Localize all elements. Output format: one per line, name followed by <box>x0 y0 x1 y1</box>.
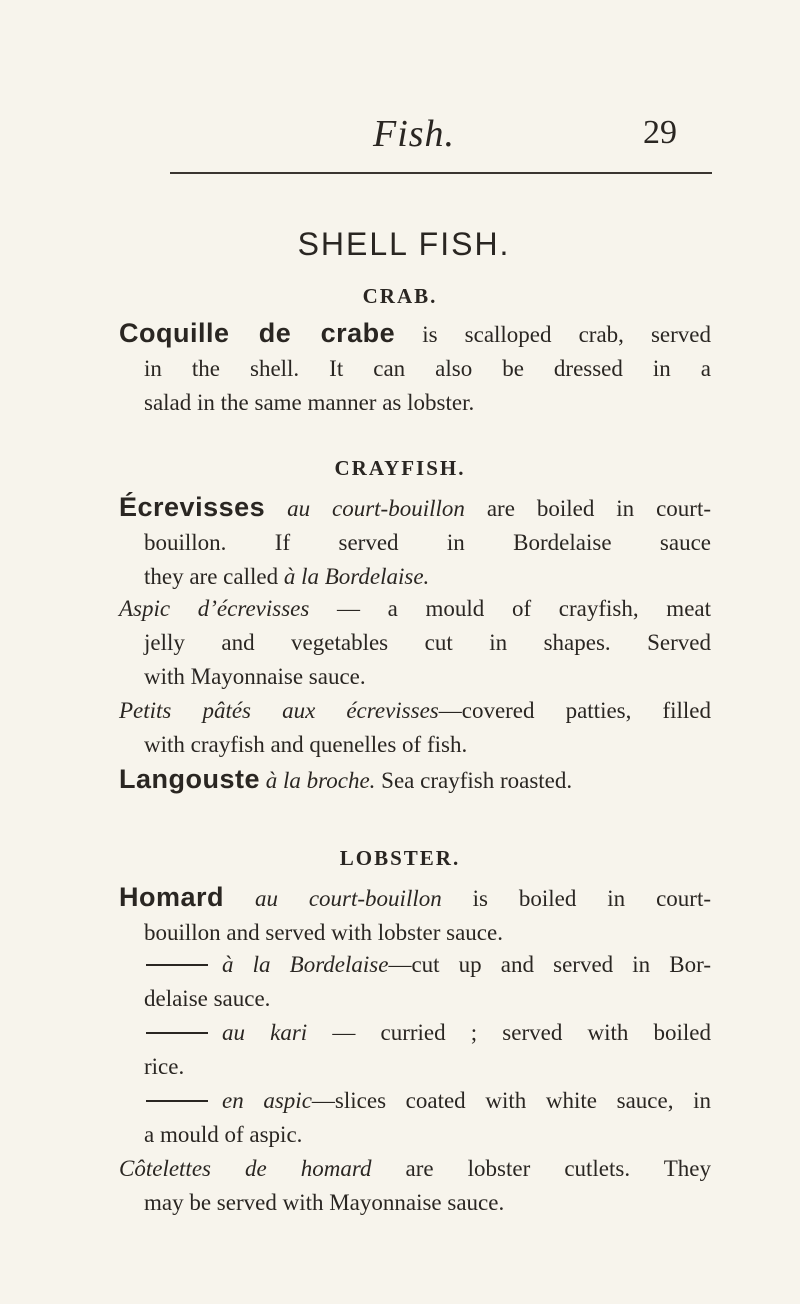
entry-lead: Homard <box>119 882 225 912</box>
entry-italic: en aspic <box>222 1088 312 1113</box>
entry-line <box>119 386 711 420</box>
entry-line <box>119 1084 711 1118</box>
entry-text: may be served with Mayonnaise sauce. <box>144 1190 505 1215</box>
entry-lead: Écrevisses <box>119 492 266 522</box>
entry-line <box>119 1016 711 1050</box>
entry-homard <box>119 880 711 950</box>
entry-italic: Petits pâtés aux écrevisses <box>119 698 439 723</box>
entry-langouste <box>119 762 711 798</box>
entry-text: a mould of aspic. <box>144 1122 303 1147</box>
entry-lead: Langouste <box>119 764 261 794</box>
entry-line <box>119 1186 711 1220</box>
running-title: Fish. <box>373 113 456 155</box>
entry-line <box>119 352 711 386</box>
entry-petits-pates <box>119 694 711 762</box>
entry-line <box>119 728 711 762</box>
entry-line <box>119 762 711 798</box>
entry-line <box>119 948 711 982</box>
entry-line <box>119 982 711 1016</box>
entry-text: delaise sauce. <box>144 986 271 1011</box>
entry-text: — curried ; served with boiled <box>307 1020 711 1045</box>
entry-text: are lobster cutlets. They <box>371 1156 711 1181</box>
entry-line <box>119 526 711 560</box>
entry-text: jelly and vegetables cut in shapes. Served <box>144 630 711 655</box>
entry-text: they are called <box>144 564 284 589</box>
entry-line <box>119 316 711 352</box>
entry-text: with crayfish and quenelles of fish. <box>144 732 468 757</box>
entry-italic: au court-bouillon <box>287 496 465 521</box>
entry-text: —cut up and served in Bor- <box>388 952 711 977</box>
entry-text: — a mould of crayfish, meat <box>309 596 712 621</box>
entry-cotelettes <box>119 1152 711 1220</box>
entry-aspic-decrevisses <box>119 592 711 694</box>
entry-line <box>119 1050 711 1084</box>
entry-text: with Mayonnaise sauce. <box>144 664 366 689</box>
entry-text: rice. <box>144 1054 185 1079</box>
entry-line <box>119 916 711 950</box>
ditto-dash <box>146 964 208 966</box>
entry-line <box>119 592 711 626</box>
entry-line <box>119 694 711 728</box>
entry-homard-bordelaise <box>119 948 711 1016</box>
entry-line <box>119 626 711 660</box>
entry-ecrevisses <box>119 490 711 594</box>
entry-homard-aspic <box>119 1084 711 1152</box>
running-head <box>0 112 800 158</box>
entry-line <box>119 560 711 594</box>
entry-italic: au kari <box>222 1020 308 1045</box>
entry-italic: Aspic d’écrevisses <box>119 596 310 621</box>
entry-text: bouillon. If served in Bordelaise sauce <box>144 530 711 555</box>
ditto-dash <box>146 1032 208 1034</box>
entry-italic: à la Bordelaise. <box>283 564 430 589</box>
entry-text: is boiled in court- <box>441 886 712 911</box>
entry-line <box>119 490 711 526</box>
entry-lead: Coquille de crabe <box>119 318 396 348</box>
entry-text: —covered patties, filled <box>438 698 711 723</box>
entry-italic: à la Bordelaise <box>222 952 389 977</box>
section-heading-crayfish: CRAYFISH. <box>334 456 466 480</box>
chapter-title: SHELL FISH. <box>297 226 511 262</box>
entry-text: bouillon and served with lobster sauce. <box>144 920 503 945</box>
ditto-dash <box>146 1100 208 1102</box>
entry-italic: Côtelettes de homard <box>119 1156 372 1181</box>
entry-line <box>119 1152 711 1186</box>
entry-homard-kari <box>119 1016 711 1084</box>
section-heading-lobster: LOBSTER. <box>339 846 461 870</box>
entry-text: Sea crayfish roasted. <box>375 768 573 793</box>
entry-text: in the shell. It can also be dressed in a <box>144 356 711 381</box>
entry-text: salad in the same manner as lobster. <box>144 390 475 415</box>
entry-text: is scalloped crab, served <box>395 322 711 347</box>
entry-italic: au court-bouillon <box>254 886 442 911</box>
header-rule <box>170 172 712 174</box>
entry-line <box>119 880 711 916</box>
entry-line <box>119 660 711 694</box>
entry-line <box>119 1118 711 1152</box>
section-heading-crab: CRAB. <box>362 284 438 308</box>
entry-text: —slices coated with white sauce, in <box>311 1088 711 1113</box>
page-number: 29 <box>643 114 677 151</box>
entry-text: are boiled in court- <box>464 496 711 521</box>
entry-coquille-de-crabe <box>119 316 711 420</box>
entry-italic: à la broche. <box>265 768 376 793</box>
